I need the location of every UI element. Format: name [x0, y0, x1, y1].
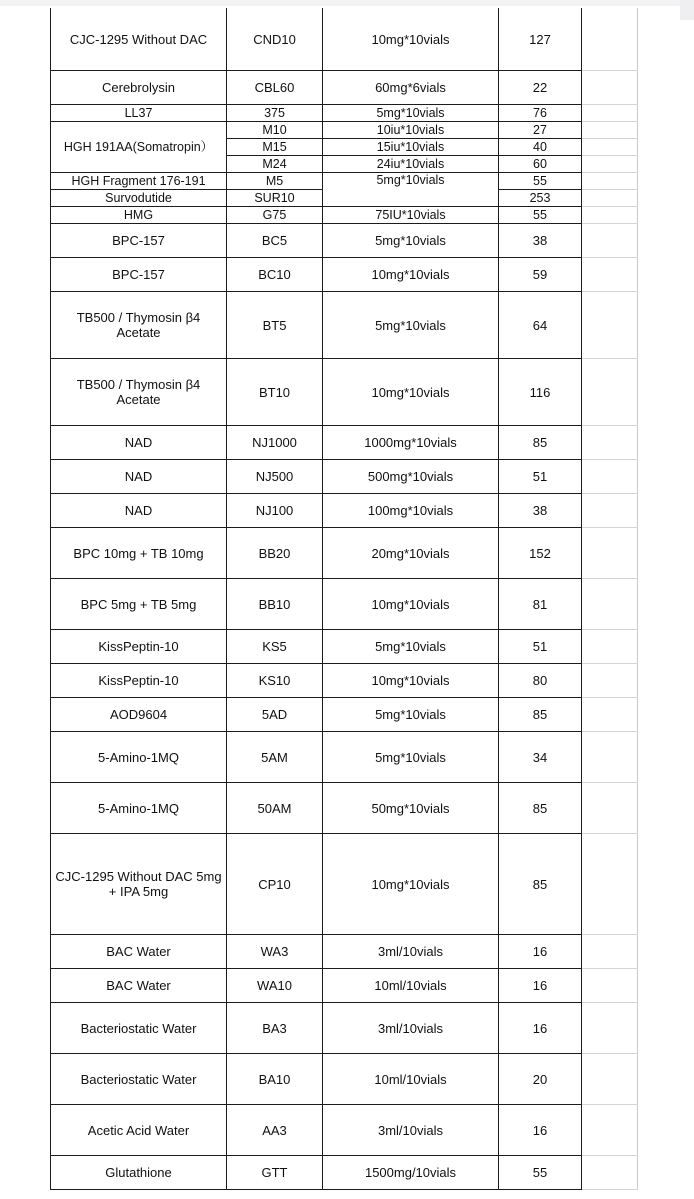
product-spec-cell: 5mg*10vials [323, 698, 499, 732]
table-row [51, 630, 638, 664]
product-code-cell: 5AM [227, 732, 323, 783]
product-name-cell: CJC-1295 Without DAC 5mg + IPA 5mg [51, 834, 227, 935]
product-name-cell: KissPeptin-10 [51, 630, 227, 664]
product-name-cell: BPC-157 [51, 224, 227, 258]
product-spec-cell: 50mg*10vials [323, 783, 499, 834]
empty-cell [582, 156, 638, 173]
product-spec-cell: 10mg*10vials [323, 258, 499, 292]
empty-cell [582, 732, 638, 783]
empty-cell [582, 190, 638, 207]
product-name-cell: TB500 / Thymosin β4 Acetate [51, 359, 227, 426]
top-edge-strip [0, 0, 694, 6]
product-code-cell: CBL60 [227, 71, 323, 105]
product-spec-cell: 3ml/10vials [323, 1105, 499, 1156]
product-name-cell: NAD [51, 494, 227, 528]
product-price-cell: 127 [499, 9, 582, 71]
table-body [51, 9, 638, 1190]
empty-cell [582, 630, 638, 664]
empty-cell [582, 698, 638, 732]
product-name-cell: TB500 / Thymosin β4 Acetate [51, 292, 227, 359]
product-code-cell: KS10 [227, 664, 323, 698]
product-code-cell: BC10 [227, 258, 323, 292]
table-row [51, 224, 638, 258]
empty-cell [582, 1054, 638, 1105]
product-price-cell: 60 [499, 156, 582, 173]
product-price-cell: 16 [499, 1105, 582, 1156]
empty-cell [582, 969, 638, 1003]
product-code-cell: M24 [227, 156, 323, 173]
product-spec-cell: 3ml/10vials [323, 935, 499, 969]
product-code-cell: BB10 [227, 579, 323, 630]
product-code-cell: SUR10 [227, 190, 323, 207]
table-row [51, 105, 638, 122]
empty-cell [582, 71, 638, 105]
product-name-cell: BAC Water [51, 969, 227, 1003]
empty-cell [582, 426, 638, 460]
product-code-cell: CND10 [227, 9, 323, 71]
product-price-cell: 38 [499, 224, 582, 258]
product-name-cell: Bacteriostatic Water [51, 1003, 227, 1054]
product-price-cell: 85 [499, 783, 582, 834]
product-spec-cell: 5mg*10vials [323, 630, 499, 664]
product-code-cell: WA3 [227, 935, 323, 969]
product-name-cell: LL37 [51, 105, 227, 122]
product-price-cell: 34 [499, 732, 582, 783]
empty-cell [582, 258, 638, 292]
product-spec-cell: 3ml/10vials [323, 1003, 499, 1054]
product-price-cell: 16 [499, 969, 582, 1003]
product-name-cell: BAC Water [51, 935, 227, 969]
product-price-cell: 85 [499, 698, 582, 732]
product-spec-cell: 1000mg*10vials [323, 426, 499, 460]
table-row [51, 1054, 638, 1105]
product-code-cell: BA10 [227, 1054, 323, 1105]
product-spec-cell: 24iu*10vials [323, 156, 499, 173]
product-price-cell: 116 [499, 359, 582, 426]
product-price-cell: 55 [499, 207, 582, 224]
product-name-cell: 5-Amino-1MQ [51, 732, 227, 783]
product-code-cell: M10 [227, 122, 323, 139]
empty-cell [582, 292, 638, 359]
empty-cell [582, 664, 638, 698]
product-code-cell: NJ100 [227, 494, 323, 528]
product-code-cell: NJ500 [227, 460, 323, 494]
empty-cell [582, 494, 638, 528]
empty-cell [582, 783, 638, 834]
product-name-cell: HMG [51, 207, 227, 224]
product-price-cell: 85 [499, 834, 582, 935]
product-code-cell: BA3 [227, 1003, 323, 1054]
product-spec-cell: 10mg*10vials [323, 834, 499, 935]
table-row [51, 460, 638, 494]
table-row [51, 207, 638, 224]
empty-cell [582, 528, 638, 579]
product-spec-cell: 10ml/10vials [323, 1054, 499, 1105]
product-price-cell: 51 [499, 460, 582, 494]
product-name-cell: BPC-157 [51, 258, 227, 292]
product-code-cell: M5 [227, 173, 323, 190]
product-price-cell: 16 [499, 935, 582, 969]
product-spec-cell: 5mg*10vials [323, 292, 499, 359]
product-name-cell: BPC 5mg + TB 5mg [51, 579, 227, 630]
product-code-cell: 5AD [227, 698, 323, 732]
table-row [51, 258, 638, 292]
empty-cell [582, 1156, 638, 1190]
empty-cell [582, 224, 638, 258]
product-spec-cell: 100mg*10vials [323, 494, 499, 528]
table-row [51, 494, 638, 528]
table-row [51, 359, 638, 426]
product-code-cell: G75 [227, 207, 323, 224]
product-code-cell: BC5 [227, 224, 323, 258]
product-name-cell: HGH 191AA(Somatropin） [51, 122, 227, 173]
table-row [51, 664, 638, 698]
product-code-cell: M15 [227, 139, 323, 156]
empty-cell [582, 359, 638, 426]
product-code-cell: BT10 [227, 359, 323, 426]
product-spec-cell: 5mg*10vials [323, 105, 499, 122]
right-edge-strip [680, 0, 694, 20]
product-price-cell: 81 [499, 579, 582, 630]
empty-cell [582, 173, 638, 190]
table-row [51, 1156, 638, 1190]
product-spec-cell: 10mg*10vials [323, 579, 499, 630]
product-spec-cell: 20mg*10vials [323, 528, 499, 579]
table-row [51, 732, 638, 783]
empty-cell [582, 122, 638, 139]
table-row [51, 698, 638, 732]
product-spec-cell: 15iu*10vials [323, 139, 499, 156]
table-row [51, 9, 638, 71]
product-price-cell: 20 [499, 1054, 582, 1105]
empty-cell [582, 460, 638, 494]
empty-cell [582, 207, 638, 224]
product-price-cell: 55 [499, 173, 582, 190]
product-name-cell: Cerebrolysin [51, 71, 227, 105]
product-spec-cell: 1500mg/10vials [323, 1156, 499, 1190]
table-row [51, 783, 638, 834]
empty-cell [582, 579, 638, 630]
table-row [51, 173, 638, 190]
table-row [51, 969, 638, 1003]
empty-cell [582, 1003, 638, 1054]
product-price-cell: 152 [499, 528, 582, 579]
empty-cell [582, 935, 638, 969]
product-spec-cell: 10ml/10vials [323, 969, 499, 1003]
product-name-cell: NAD [51, 460, 227, 494]
product-price-cell: 55 [499, 1156, 582, 1190]
price-table [50, 8, 638, 1190]
product-price-cell: 51 [499, 630, 582, 664]
table-row [51, 71, 638, 105]
empty-cell [582, 1105, 638, 1156]
product-spec-cell: 500mg*10vials [323, 460, 499, 494]
product-name-cell: BPC 10mg + TB 10mg [51, 528, 227, 579]
product-price-cell: 76 [499, 105, 582, 122]
product-code-cell: CP10 [227, 834, 323, 935]
product-name-cell: AOD9604 [51, 698, 227, 732]
product-name-cell: HGH Fragment 176-191 [51, 173, 227, 190]
product-code-cell: WA10 [227, 969, 323, 1003]
table-row [51, 1105, 638, 1156]
product-price-cell: 38 [499, 494, 582, 528]
product-spec-cell: 5mg*10vials [323, 173, 499, 207]
product-name-cell: Glutathione [51, 1156, 227, 1190]
product-price-cell: 85 [499, 426, 582, 460]
product-name-cell: KissPeptin-10 [51, 664, 227, 698]
product-code-cell: KS5 [227, 630, 323, 664]
product-name-cell: Bacteriostatic Water [51, 1054, 227, 1105]
product-price-cell: 64 [499, 292, 582, 359]
product-code-cell: BT5 [227, 292, 323, 359]
product-spec-cell: 5mg*10vials [323, 224, 499, 258]
product-name-cell: NAD [51, 426, 227, 460]
table-row [51, 579, 638, 630]
product-code-cell: BB20 [227, 528, 323, 579]
product-code-cell: GTT [227, 1156, 323, 1190]
product-spec-cell: 10mg*10vials [323, 664, 499, 698]
table-row [51, 122, 638, 139]
product-name-cell: CJC-1295 Without DAC [51, 9, 227, 71]
table-row [51, 292, 638, 359]
product-price-cell: 22 [499, 71, 582, 105]
table-row [51, 1003, 638, 1054]
product-name-cell: 5-Amino-1MQ [51, 783, 227, 834]
table-row [51, 426, 638, 460]
table-row [51, 834, 638, 935]
product-price-cell: 16 [499, 1003, 582, 1054]
product-code-cell: NJ1000 [227, 426, 323, 460]
product-price-cell: 40 [499, 139, 582, 156]
product-spec-cell: 10mg*10vials [323, 359, 499, 426]
product-spec-cell: 5mg*10vials [323, 732, 499, 783]
product-price-cell: 27 [499, 122, 582, 139]
empty-cell [582, 9, 638, 71]
product-spec-cell: 60mg*6vials [323, 71, 499, 105]
empty-cell [582, 834, 638, 935]
product-spec-cell: 10iu*10vials [323, 122, 499, 139]
product-price-cell: 59 [499, 258, 582, 292]
product-code-cell: 375 [227, 105, 323, 122]
product-name-cell: Survodutide [51, 190, 227, 207]
product-code-cell: 50AM [227, 783, 323, 834]
table-row [51, 935, 638, 969]
product-name-cell: Acetic Acid Water [51, 1105, 227, 1156]
empty-cell [582, 105, 638, 122]
product-spec-cell: 10mg*10vials [323, 9, 499, 71]
product-price-cell: 80 [499, 664, 582, 698]
product-price-cell: 253 [499, 190, 582, 207]
product-code-cell: AA3 [227, 1105, 323, 1156]
table-row [51, 528, 638, 579]
product-spec-cell: 75IU*10vials [323, 207, 499, 224]
empty-cell [582, 139, 638, 156]
